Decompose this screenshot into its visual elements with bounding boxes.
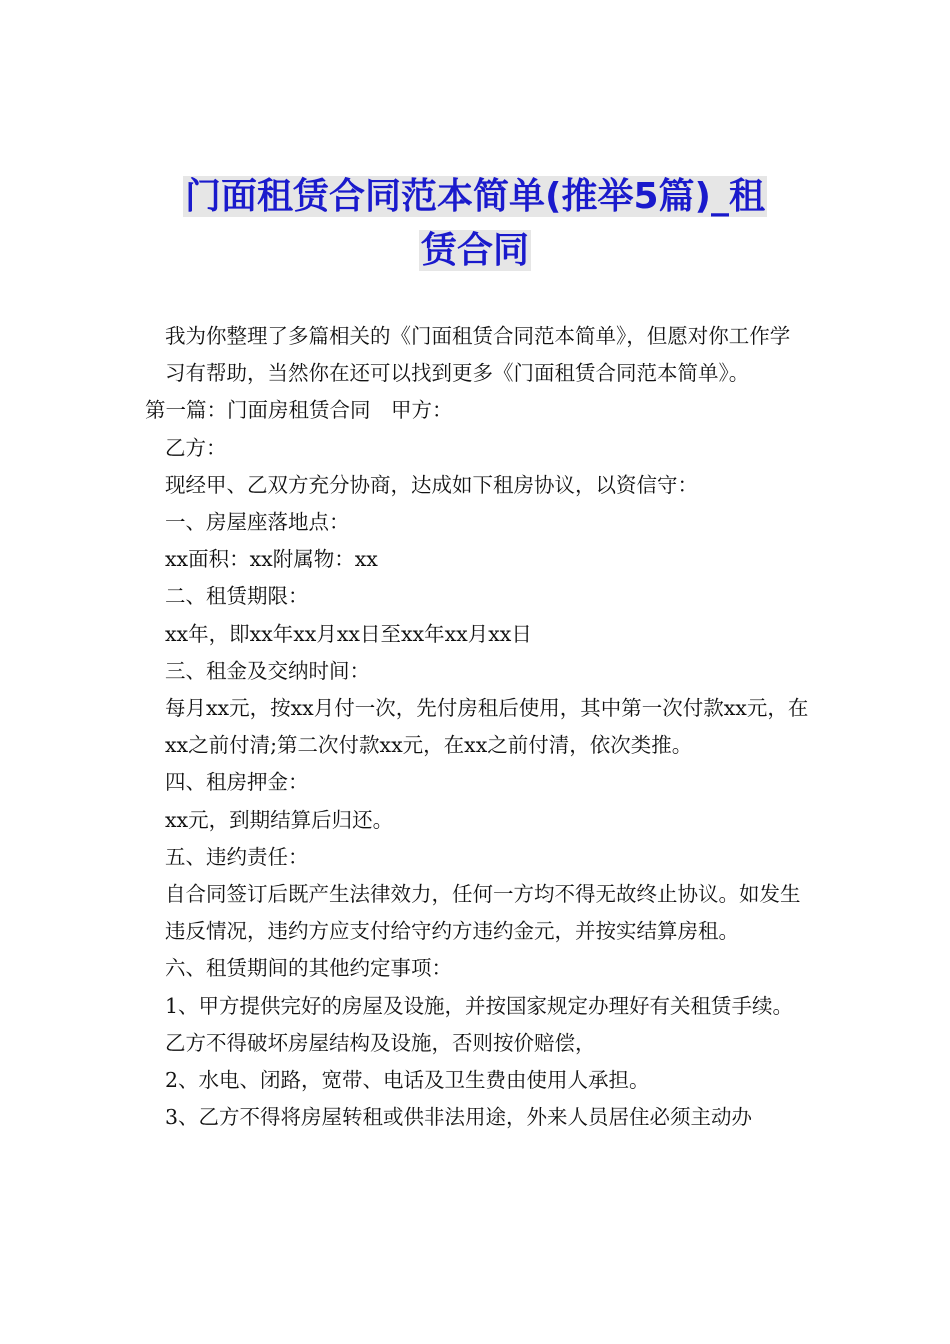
- paragraph: 每月xx元，按xx月付一次，先付房租后使用，其中第一次付款xx元，在xx之前付清;第二次付款xx元，在xx之前付清，依次类推。: [165, 696, 809, 758]
- paragraph: xx元，到期结算后归还。: [165, 807, 394, 832]
- paragraph: 我为你整理了多篇相关的《门面租赁合同范本简单》，但愿对你工作学习有帮助，当然你在还可以找到更多《门面租赁合同范本简单》。: [165, 324, 791, 386]
- paragraph: 1、甲方提供完好的房屋及设施，并按国家规定办理好有关租赁手续。乙方不得破坏房屋结构及设施，否则按价赔偿，: [165, 993, 794, 1055]
- paragraph: 二、租赁期限：: [165, 584, 309, 609]
- paragraph: 2、水电、闭路，宽带、电话及卫生费由使用人承担。: [165, 1068, 650, 1093]
- paragraph: 自合同签订后既产生法律效力，任何一方均不得无故终止协议。如发生违反情况，违约方应支付给守约方违约金元，并按实结算房租。: [165, 882, 801, 944]
- paragraph: 六、租赁期间的其他约定事项：: [165, 956, 452, 981]
- paragraph: 一、房屋座落地点：: [165, 510, 350, 535]
- document-body: [145, 318, 810, 1136]
- title-line-2: 赁合同: [420, 230, 529, 271]
- paragraph: 五、违约责任：: [165, 844, 309, 869]
- paragraph: 第一篇：门面房租赁合同 甲方：: [145, 398, 453, 423]
- title-line-1: 门面租赁合同范本简单(推举5篇)_租: [185, 176, 765, 217]
- document-title: [150, 170, 800, 278]
- paragraph: 四、租房押金：: [165, 770, 309, 795]
- paragraph: xx面积：xx附属物：xx: [165, 547, 378, 572]
- paragraph: 现经甲、乙双方充分协商，达成如下租房协议，以资信守：: [165, 472, 698, 497]
- paragraph: 乙方：: [165, 435, 227, 460]
- paragraph: xx年，即xx年xx月xx日至xx年xx月xx日: [165, 621, 532, 646]
- paragraph: 3、乙方不得将房屋转租或供非法用途，外来人员居住必须主动办: [165, 1105, 753, 1130]
- paragraph: 三、租金及交纳时间：: [165, 658, 370, 683]
